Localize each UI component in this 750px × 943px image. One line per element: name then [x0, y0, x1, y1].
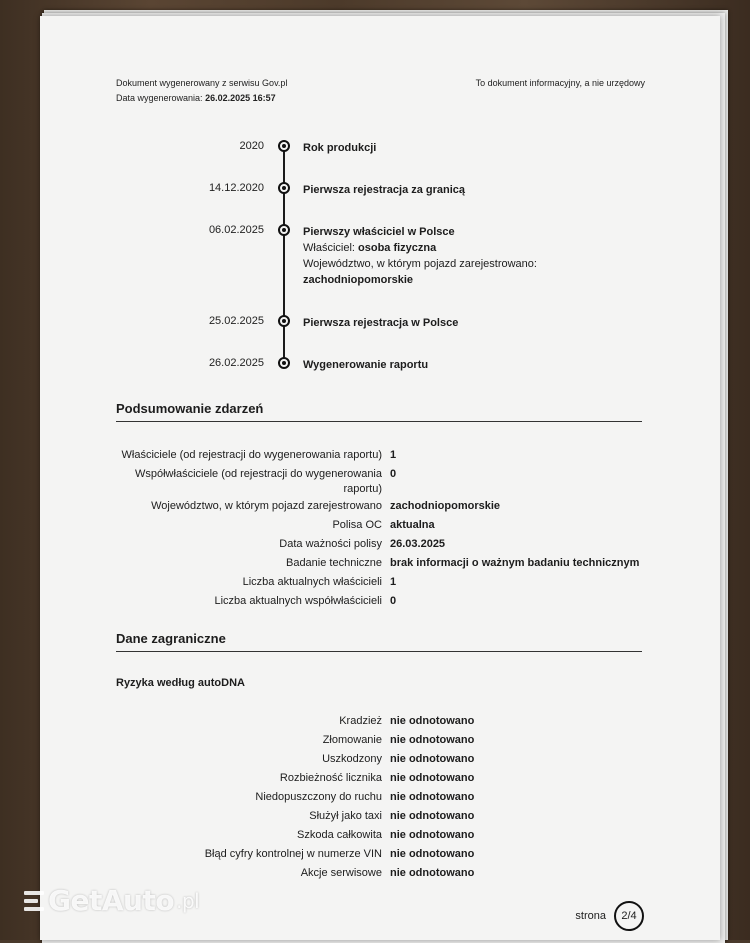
timeline-dot-icon — [278, 357, 290, 369]
timeline-title: Pierwsza rejestracja za granicą — [303, 184, 466, 196]
summary-table — [116, 448, 676, 613]
summary-row — [116, 594, 676, 611]
risk-label: Błąd cyfry kontrolnej w numerze VIN — [204, 848, 382, 860]
getauto-watermark — [24, 884, 199, 917]
timeline-dot-icon — [278, 224, 290, 236]
risk-row — [116, 714, 676, 731]
document-page — [40, 16, 720, 940]
summary-label: Badanie techniczne — [285, 557, 382, 569]
summary-value: aktualna — [390, 519, 435, 531]
summary-row — [116, 467, 676, 497]
summary-row — [116, 499, 676, 516]
page-label: strona — [575, 910, 606, 922]
summary-value: zachodniopomorskie — [390, 500, 501, 512]
generated-date-line — [116, 91, 287, 106]
summary-label: Współwłaściciele (od rejestracji do wygenerowania raportu) — [135, 468, 382, 495]
risk-label: Służył jako taxi — [309, 810, 382, 822]
timeline-title: Pierwsza rejestracja w Polsce — [303, 317, 459, 329]
summary-row — [116, 575, 676, 592]
risk-label: Szkoda całkowita — [297, 829, 382, 841]
generated-date-label: Data wygenerowania: — [116, 93, 203, 103]
summary-label: Województwo, w którym pojazd zarejestrowano — [151, 500, 382, 512]
region-label: Województwo, w którym pojazd zarejestrowano: — [303, 258, 537, 270]
risk-label: Uszkodzony — [322, 753, 382, 765]
timeline-title: Rok produkcji — [303, 142, 377, 154]
risk-label: Rozbieżność licznika — [279, 772, 382, 784]
timeline-title: Wygenerowanie raportu — [303, 359, 429, 371]
risk-value: nie odnotowano — [390, 848, 475, 860]
risk-label: Kradzież — [339, 715, 382, 727]
summary-label: Liczba aktualnych właścicieli — [242, 576, 382, 588]
summary-value: 0 — [390, 595, 397, 607]
page-indicator — [575, 901, 644, 931]
risk-row — [116, 828, 676, 845]
risk-row — [116, 771, 676, 788]
generated-date-value: 26.02.2025 16:57 — [205, 93, 276, 103]
summary-section-title: Podsumowanie zdarzeń — [116, 401, 642, 422]
risk-label: Niedopuszczony do ruchu — [255, 791, 382, 803]
timeline-date: 26.02.2025 — [208, 357, 264, 369]
summary-row — [116, 518, 676, 535]
summary-label: Właściciele (od rejestracji do wygenerowania raportu) — [121, 449, 382, 461]
summary-value: brak informacji o ważnym badaniu technicznym — [390, 557, 640, 569]
risk-value: nie odnotowano — [390, 791, 475, 803]
summary-value: 1 — [390, 576, 397, 588]
risk-row — [116, 847, 676, 864]
risk-value: nie odnotowano — [390, 772, 475, 784]
timeline-dot-icon — [278, 182, 290, 194]
generated-by: Dokument wygenerowany z serwisu Gov.pl — [116, 78, 288, 88]
timeline-line — [283, 146, 285, 364]
timeline-date: 06.02.2025 — [208, 224, 264, 236]
timeline-title: Pierwszy właściciel w Polsce — [303, 226, 455, 238]
risk-label: Złomowanie — [322, 734, 382, 746]
header-left — [116, 76, 287, 106]
vehicle-timeline — [40, 136, 720, 386]
summary-row — [116, 556, 676, 573]
risk-row — [116, 752, 676, 769]
owner-line — [303, 240, 537, 256]
foreign-section-title: Dane zagraniczne — [116, 631, 642, 652]
summary-value: 0 — [390, 468, 397, 480]
risk-row — [116, 809, 676, 826]
watermark-brand: GetAuto — [48, 884, 175, 917]
owner-label: Właściciel: — [303, 242, 355, 254]
header-notice: To dokument informacyjny, a nie urzędowy — [475, 78, 645, 88]
timeline-date: 14.12.2020 — [208, 182, 264, 194]
page-number: 2/4 — [614, 901, 644, 931]
risk-row — [116, 733, 676, 750]
risk-label: Akcje serwisowe — [300, 867, 382, 879]
timeline-date: 25.02.2025 — [208, 315, 264, 327]
watermark-tld: .pl — [176, 888, 200, 913]
risk-row — [116, 790, 676, 807]
summary-label: Data ważności polisy — [279, 538, 382, 550]
risk-value: nie odnotowano — [390, 867, 475, 879]
risk-value: nie odnotowano — [390, 829, 475, 841]
timeline-date: 2020 — [239, 140, 264, 152]
risk-table — [116, 714, 676, 885]
summary-value: 1 — [390, 449, 397, 461]
timeline-dot-icon — [278, 140, 290, 152]
risk-value: nie odnotowano — [390, 753, 475, 765]
owner-value: osoba fizyczna — [358, 242, 437, 254]
risk-value: nie odnotowano — [390, 715, 475, 727]
getauto-logo-icon — [24, 890, 44, 912]
risk-value: nie odnotowano — [390, 734, 475, 746]
risk-subtitle: Ryzyka według autoDNA — [116, 677, 245, 689]
region-value: zachodniopomorskie — [303, 274, 414, 286]
summary-label: Liczba aktualnych współwłaścicieli — [214, 595, 382, 607]
timeline-dot-icon — [278, 315, 290, 327]
summary-row — [116, 448, 676, 465]
risk-row — [116, 866, 676, 883]
summary-value: 26.03.2025 — [390, 538, 446, 550]
risk-value: nie odnotowano — [390, 810, 475, 822]
summary-row — [116, 537, 676, 554]
summary-label: Polisa OC — [332, 519, 382, 531]
